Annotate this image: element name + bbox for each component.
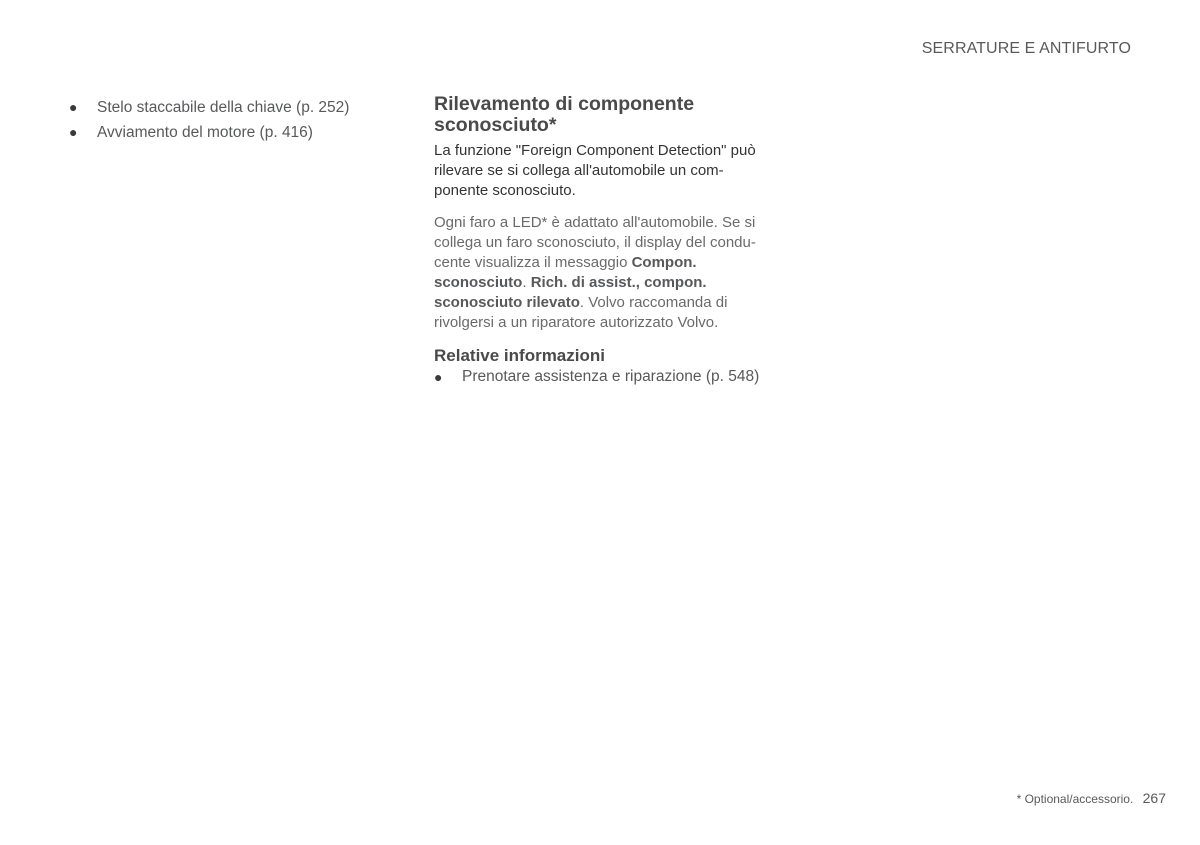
article-title bbox=[434, 94, 764, 136]
list-item[interactable] bbox=[69, 95, 369, 120]
link-text[interactable]: Prenotare assistenza e riparazione (p. 548) bbox=[462, 368, 760, 385]
related-link-list bbox=[434, 367, 764, 387]
bullet-icon: ● bbox=[434, 369, 443, 385]
display-message: Rich. di assist., compon. sconosciuto rilevato bbox=[434, 274, 707, 311]
article-lead: La funzione "Foreign Component Detection" può rilevare se si collega all'automobile un com-ponente sconosciuto. bbox=[434, 142, 756, 199]
related-links-left bbox=[69, 95, 369, 145]
article bbox=[434, 94, 764, 387]
link-list bbox=[69, 95, 369, 145]
footnote: * Optional/accessorio. bbox=[1016, 792, 1134, 806]
body-text: . Volvo raccomanda di rivolgersi a un riparatore autorizzato Volvo. bbox=[434, 294, 728, 331]
body-text: Ogni faro a LED* è adattato all'automobile. Se si collega un faro sconosciuto, il display del condu-cente visualizza il messaggio bbox=[434, 214, 756, 271]
page-number: 267 bbox=[1142, 790, 1166, 806]
page-footer bbox=[1017, 790, 1166, 806]
list-item[interactable] bbox=[434, 367, 764, 387]
article-title-line2: sconosciuto* bbox=[434, 114, 557, 136]
body-text: . bbox=[522, 274, 531, 291]
related-heading: Relative informazioni bbox=[434, 346, 605, 365]
article-title-line1: Rilevamento di componente bbox=[434, 93, 695, 115]
article-body bbox=[434, 213, 764, 333]
display-message: Compon. sconosciuto bbox=[434, 254, 697, 291]
link-text[interactable]: Avviamento del motore (p. 416) bbox=[97, 124, 313, 141]
link-text[interactable]: Stelo staccabile della chiave (p. 252) bbox=[97, 99, 350, 116]
bullet-icon: ● bbox=[69, 99, 78, 115]
list-item[interactable] bbox=[69, 120, 369, 145]
section-header: SERRATURE E ANTIFURTO bbox=[921, 40, 1131, 57]
bullet-icon: ● bbox=[69, 124, 78, 140]
